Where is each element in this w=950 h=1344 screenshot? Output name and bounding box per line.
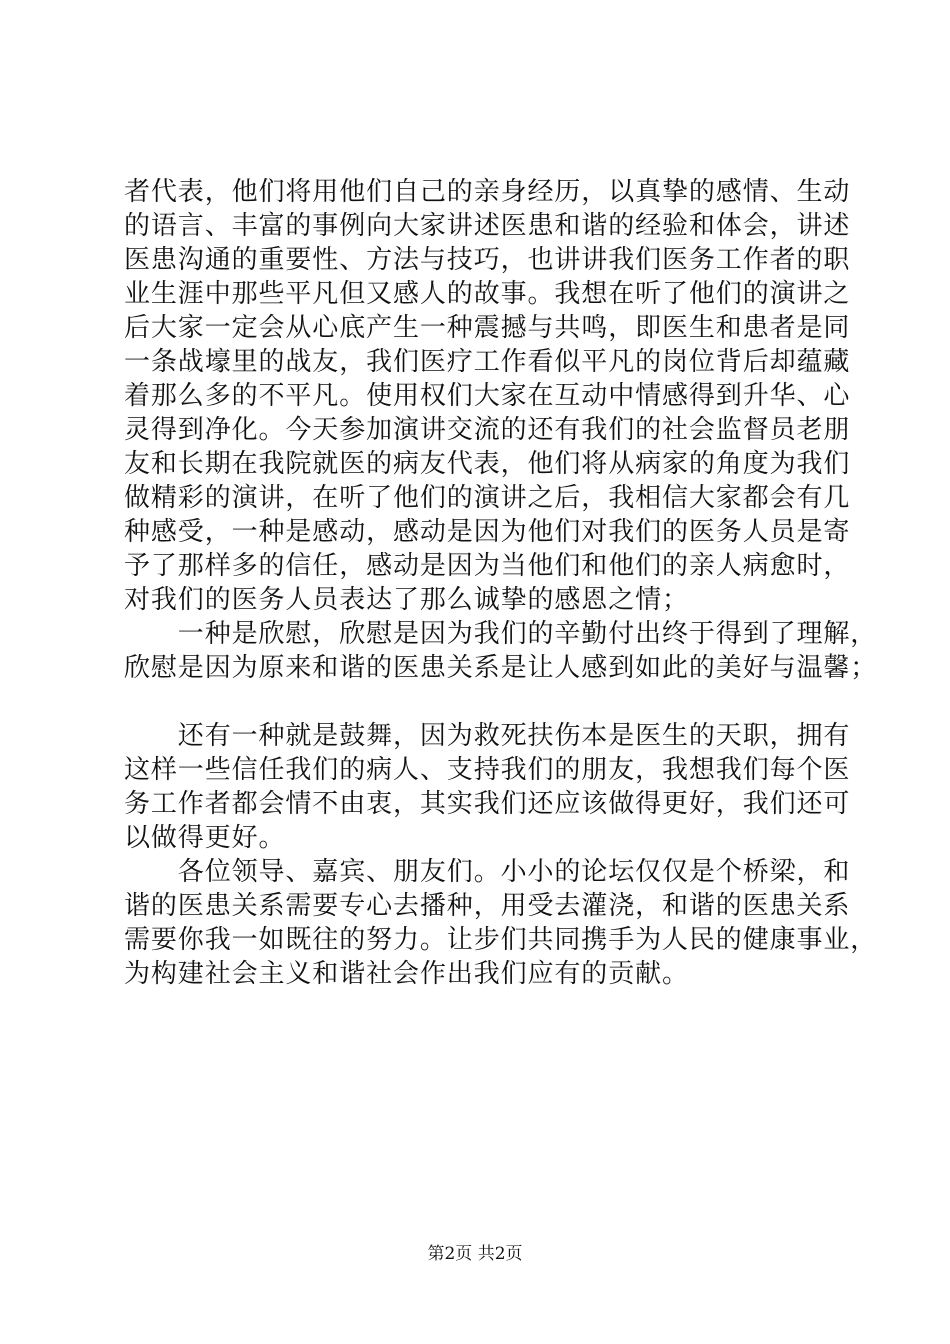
text-line: 做精彩的演讲，在听了他们的演讲之后，我相信大家都会有几 <box>124 483 851 513</box>
blank-line <box>124 685 844 719</box>
text-line: 业生涯中那些平凡但又感人的故事。我想在听了他们的演讲之 <box>124 279 851 309</box>
text-line: 谐的医患关系需要专心去播种，用受去灌浇，和谐的医患关系 <box>124 891 851 921</box>
text-line: 为构建社会主义和谐社会作出我们应有的贡献。 <box>124 959 689 989</box>
text-line: 一种是欣慰，欣慰是因为我们的辛勤付出终于得到了理解， <box>124 619 878 649</box>
text-line: 着那么多的不平凡。使用权们大家在互动中情感得到升华、心 <box>124 381 851 411</box>
text-line: 的语言、丰富的事例向大家讲述医患和谐的经验和体会，讲述 <box>124 211 851 241</box>
text-line: 种感受，一种是感动，感动是因为他们对我们的医务人员是寄 <box>124 517 851 547</box>
text-line: 这样一些信任我们的病人、支持我们的朋友，我想我们每个医 <box>124 755 851 785</box>
page-number-footer: 第2页 共2页 <box>427 1244 523 1264</box>
body-text <box>124 175 878 991</box>
text-line: 者代表，他们将用他们自己的亲身经历，以真挚的感情、生动 <box>124 177 851 207</box>
text-line: 后大家一定会从心底产生一种震撼与共鸣，即医生和患者是同 <box>124 313 851 343</box>
text-line: 医患沟通的重要性、方法与技巧，也讲讲我们医务工作者的职 <box>124 245 851 275</box>
text-line: 对我们的医务人员表达了那么诚挚的感恩之情； <box>124 585 689 615</box>
text-line: 需要你我一如既往的努力。让步们共同携手为人民的健康事业， <box>124 925 878 955</box>
text-line: 各位领导、嘉宾、朋友们。小小的论坛仅仅是个桥梁，和 <box>124 857 851 887</box>
text-line: 欣慰是因为原来和谐的医患关系是让人感到如此的美好与温馨； <box>124 653 878 683</box>
text-line: 一条战壕里的战友，我们医疗工作看似平凡的岗位背后却蕴藏 <box>124 347 851 377</box>
text-line: 以做得更好。 <box>124 823 286 853</box>
text-line: 还有一种就是鼓舞，因为救死扶伤本是医生的天职，拥有 <box>124 721 851 751</box>
text-line: 务工作者都会情不由衷，其实我们还应该做得更好，我们还可 <box>124 789 851 819</box>
text-line: 友和长期在我院就医的病友代表，他们将从病家的角度为我们 <box>124 449 851 479</box>
text-line: 灵得到净化。今天参加演讲交流的还有我们的社会监督员老朋 <box>124 415 851 445</box>
text-line: 予了那样多的信任，感动是因为当他们和他们的亲人病愈时， <box>124 551 851 581</box>
